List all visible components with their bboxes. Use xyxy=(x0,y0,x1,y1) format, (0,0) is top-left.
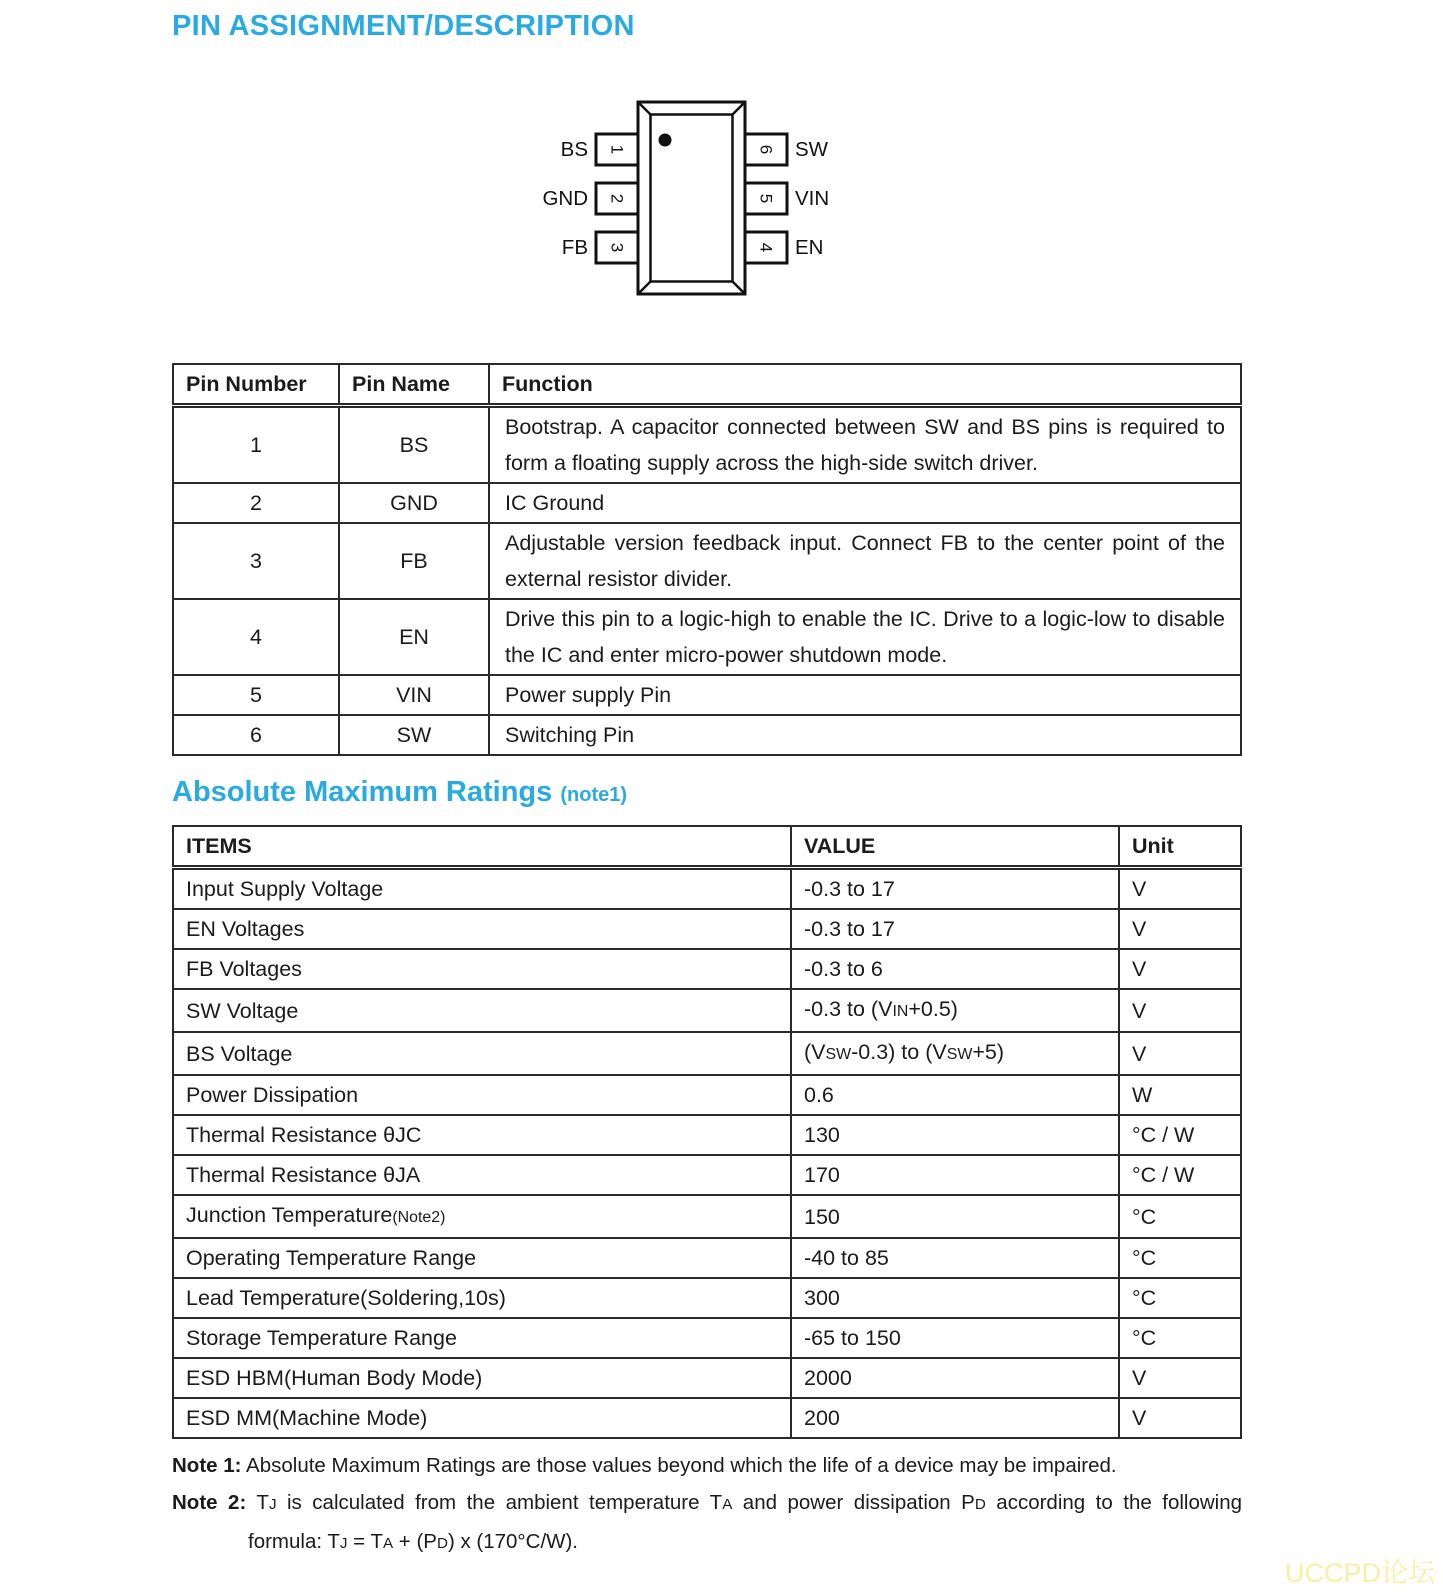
rating-item-cell: BS Voltage xyxy=(173,1032,791,1075)
rating-unit-cell: °C xyxy=(1119,1238,1241,1278)
ratings-heading-note: (note1) xyxy=(560,784,628,806)
rating-item-cell: Power Dissipation xyxy=(173,1075,791,1115)
rating-item-cell: Junction Temperature(Note2) xyxy=(173,1195,791,1238)
rating-value-cell: 300 xyxy=(791,1278,1119,1318)
chip-pinout-diagram xyxy=(528,89,844,307)
rating-item-cell: ESD MM(Machine Mode) xyxy=(173,1398,791,1438)
pin-name-cell: GND xyxy=(339,483,489,523)
items-header: ITEMS xyxy=(173,826,791,868)
rating-value-cell: -0.3 to 6 xyxy=(791,949,1119,989)
pin-number-2: 2 xyxy=(607,193,627,204)
rating-item-cell: Operating Temperature Range xyxy=(173,1238,791,1278)
pin-number-cell: 4 xyxy=(173,599,339,675)
pin-function-cell: IC Ground xyxy=(489,483,1241,523)
pin-function-cell: Bootstrap. A capacitor connected between SW and BS pins is required to form a floating supply across the high-side switch driver. xyxy=(489,406,1241,484)
note-2-text: TJ is calculated from the ambient temperature TA and power dissipation PD according to the following xyxy=(246,1491,1243,1514)
rating-item-cell: FB Voltages xyxy=(173,949,791,989)
rating-unit-cell: °C xyxy=(1119,1318,1241,1358)
pin1-indicator-dot xyxy=(659,134,672,147)
pin-name-cell: SW xyxy=(339,715,489,755)
rating-unit-cell: V xyxy=(1119,1032,1241,1075)
pin-table-row xyxy=(173,599,1241,675)
pin-name-header: Pin Name xyxy=(339,364,489,406)
pin-number-cell: 2 xyxy=(173,483,339,523)
rating-item-cell: EN Voltages xyxy=(173,909,791,949)
ratings-section-title xyxy=(172,776,1443,809)
pin-table-row xyxy=(173,715,1241,755)
ratings-row xyxy=(173,1398,1241,1438)
pin-number-6: 6 xyxy=(756,144,776,155)
pin-label-vin: VIN xyxy=(795,187,830,210)
pin-number-header: Pin Number xyxy=(173,364,339,406)
chip-pinout-svg xyxy=(528,89,844,307)
ratings-row xyxy=(173,1358,1241,1398)
pin-label-gnd: GND xyxy=(542,187,588,210)
pin-table-row xyxy=(173,406,1241,484)
pin-function-cell: Switching Pin xyxy=(489,715,1241,755)
rating-unit-cell: °C xyxy=(1119,1195,1241,1238)
pin-function-cell: Power supply Pin xyxy=(489,675,1241,715)
rating-item-cell: SW Voltage xyxy=(173,989,791,1032)
ratings-row xyxy=(173,1032,1241,1075)
pin-number-cell: 6 xyxy=(173,715,339,755)
ratings-header-row xyxy=(173,826,1241,868)
rating-item-cell: Input Supply Voltage xyxy=(173,868,791,910)
rating-unit-cell: W xyxy=(1119,1075,1241,1115)
note-1-label: Note 1: xyxy=(172,1454,242,1477)
rating-unit-cell: V xyxy=(1119,1398,1241,1438)
rating-value-cell: (VSW-0.3) to (VSW+5) xyxy=(791,1032,1119,1075)
ratings-row xyxy=(173,909,1241,949)
rating-unit-cell: °C / W xyxy=(1119,1115,1241,1155)
pin-number-4: 4 xyxy=(756,242,776,253)
ratings-row xyxy=(173,1115,1241,1155)
value-header: VALUE xyxy=(791,826,1119,868)
ratings-row xyxy=(173,1155,1241,1195)
pin-function-header: Function xyxy=(489,364,1241,406)
pin-table-row xyxy=(173,675,1241,715)
ratings-row xyxy=(173,1238,1241,1278)
rating-value-cell: -65 to 150 xyxy=(791,1318,1119,1358)
note-2-label: Note 2: xyxy=(172,1491,247,1514)
note-1-text: Absolute Maximum Ratings are those values beyond which the life of a device may be impaired. xyxy=(241,1454,1117,1477)
pin-number-cell: 5 xyxy=(173,675,339,715)
rating-unit-cell: V xyxy=(1119,1358,1241,1398)
pin-number-3: 3 xyxy=(607,242,627,253)
rating-item-cell: Lead Temperature(Soldering,10s) xyxy=(173,1278,791,1318)
rating-value-cell: -0.3 to 17 xyxy=(791,868,1119,910)
page-title: PIN ASSIGNMENT/DESCRIPTION xyxy=(172,10,635,42)
rating-value-cell: 130 xyxy=(791,1115,1119,1155)
rating-item-cell: Storage Temperature Range xyxy=(173,1318,791,1358)
pin-label-bs: BS xyxy=(560,138,588,161)
ratings-row xyxy=(173,949,1241,989)
rating-unit-cell: V xyxy=(1119,909,1241,949)
pin-name-cell: BS xyxy=(339,406,489,484)
ratings-row xyxy=(173,1278,1241,1318)
ratings-row xyxy=(173,1195,1241,1238)
rating-unit-cell: V xyxy=(1119,868,1241,910)
rating-item-cell: Thermal Resistance θJA xyxy=(173,1155,791,1195)
pin-function-cell: Adjustable version feedback input. Connect FB to the center point of the external resistor divider. xyxy=(489,523,1241,599)
rating-unit-cell: V xyxy=(1119,989,1241,1032)
pin-label-en: EN xyxy=(795,236,824,259)
pin-number-5: 5 xyxy=(756,193,776,204)
note-2 xyxy=(172,1488,1242,1519)
rating-value-cell: 170 xyxy=(791,1155,1119,1195)
rating-unit-cell: °C xyxy=(1119,1278,1241,1318)
pin-number-cell: 1 xyxy=(173,406,339,484)
pin-name-cell: VIN xyxy=(339,675,489,715)
rating-unit-cell: V xyxy=(1119,949,1241,989)
pin-label-sw: SW xyxy=(795,138,829,161)
pin-number-cell: 3 xyxy=(173,523,339,599)
ratings-row xyxy=(173,868,1241,910)
rating-value-cell: -0.3 to 17 xyxy=(791,909,1119,949)
pin-name-cell: EN xyxy=(339,599,489,675)
ratings-heading: Absolute Maximum Ratings xyxy=(172,776,553,808)
ratings-row xyxy=(173,1318,1241,1358)
rating-value-cell: 0.6 xyxy=(791,1075,1119,1115)
pin-number-1: 1 xyxy=(607,144,627,155)
ratings-row xyxy=(173,1075,1241,1115)
rating-value-cell: 200 xyxy=(791,1398,1119,1438)
pin-assignment-table xyxy=(172,363,1242,756)
watermark: UCCPD论坛 xyxy=(1284,1558,1435,1588)
absolute-maximum-ratings-table xyxy=(172,825,1242,1439)
notes-section xyxy=(172,1451,1242,1558)
rating-item-cell: ESD HBM(Human Body Mode) xyxy=(173,1358,791,1398)
rating-item-cell: Thermal Resistance θJC xyxy=(173,1115,791,1155)
ratings-row xyxy=(173,989,1241,1032)
note-1 xyxy=(172,1451,1242,1480)
rating-value-cell: 150 xyxy=(791,1195,1119,1238)
rating-value-cell: 2000 xyxy=(791,1358,1119,1398)
pin-name-cell: FB xyxy=(339,523,489,599)
pin-table-row xyxy=(173,523,1241,599)
rating-value-cell: -40 to 85 xyxy=(791,1238,1119,1278)
note-2-formula: formula: TJ = TA + (PD) x (170°C/W). xyxy=(248,1530,579,1553)
pin-function-cell: Drive this pin to a logic-high to enable the IC. Drive to a logic-low to disable the IC and enter micro-power shutdown mode. xyxy=(489,599,1241,675)
rating-unit-cell: °C / W xyxy=(1119,1155,1241,1195)
pin-table-header-row xyxy=(173,364,1241,406)
pin-table-row xyxy=(173,483,1241,523)
unit-header: Unit xyxy=(1119,826,1241,868)
pin-label-fb: FB xyxy=(561,236,588,259)
rating-value-cell: -0.3 to (VIN+0.5) xyxy=(791,989,1119,1032)
